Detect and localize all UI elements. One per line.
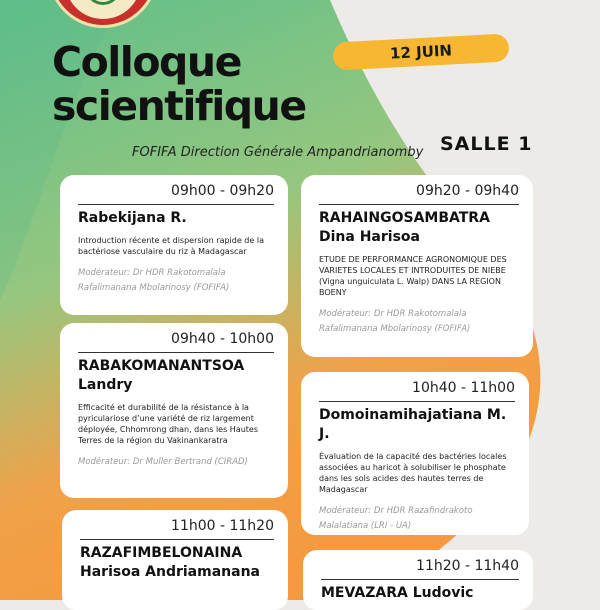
title-line-1: Colloque <box>52 38 241 86</box>
session-description: Évaluation de la capacité des bactéries locales associées au haricot à solubiliser le phosphate dans les sols acides des hautes terres de Madagascar <box>319 452 507 494</box>
session-card <box>60 175 288 315</box>
moderator-line-1: Modérateur: Dr Muller Bertrand (CIRAD) <box>78 457 248 467</box>
room-label: SALLE 1 <box>440 133 533 155</box>
speaker-line-1: RAHAINGOSAMBATRA <box>319 210 490 226</box>
moderator-line-1: Modérateur: Dr HDR Razafindrakoto <box>319 506 473 516</box>
moderator-line-1: Modérateur: Dr HDR Rakotomalala <box>319 309 467 319</box>
moderator-line-2: Rafalimanana Mbolarinosy (FOFIFA) <box>78 283 230 293</box>
session-speaker <box>80 544 274 582</box>
session-card <box>301 372 529 535</box>
session-speaker <box>78 209 274 228</box>
session-speaker <box>321 584 519 603</box>
event-date: 12 JUIN <box>389 41 453 63</box>
session-card <box>60 323 288 498</box>
session-card <box>301 175 533 357</box>
speaker-line-1: RAZAFIMBELONAINA <box>80 545 243 561</box>
session-speaker <box>319 406 515 444</box>
speaker-line-2: Harisoa Andriamanana <box>80 564 260 580</box>
session-time: 09h00 - 09h20 <box>78 183 274 205</box>
speaker-line-1: Domoinamihajatiana M. J. <box>319 407 507 442</box>
session-description: ETUDE DE PERFORMANCE AGRONOMIQUE DES VARIETES LOCALES ET INTRODUITES DE NIEBE (Vigna unguiculata L. Walp) DANS LA REGION BOENY <box>319 255 507 297</box>
session-speaker <box>78 357 274 395</box>
session-time: 09h40 - 10h00 <box>78 331 274 353</box>
session-time: 09h20 - 09h40 <box>319 183 519 205</box>
speaker-line-1: MEVAZARA Ludovic <box>321 585 474 601</box>
speaker-line-2: Dina Harisoa <box>319 229 420 245</box>
session-moderator <box>78 266 274 296</box>
session-time: 11h20 - 11h40 <box>321 558 519 580</box>
event-title <box>52 40 306 128</box>
session-moderator <box>319 307 519 337</box>
speaker-line-2: Landry <box>78 377 133 393</box>
moderator-line-2: Malalatiana (LRI - UA) <box>319 521 412 531</box>
session-time: 10h40 - 11h00 <box>319 380 515 402</box>
session-speaker <box>319 209 519 247</box>
session-time: 11h00 - 11h20 <box>80 518 274 540</box>
session-description: Introduction récente et dispersion rapide de la bactériose vasculaire du riz à Madagascar <box>78 236 264 256</box>
session-card <box>62 510 288 610</box>
title-line-2: scientifique <box>52 82 306 130</box>
session-card <box>303 550 533 610</box>
session-description: Efficacité et durabilité de la résistance à la pyriculariose d’une variété de riz largement déployée, Chhomrong dhan, dans les Hautes Terres de la région du Vakinankaratra <box>78 403 259 445</box>
moderator-line-2: Rafalimanana Mbolarinosy (FOFIFA) <box>319 324 471 334</box>
organizer-label: FOFIFA Direction Générale Ampandrianomby <box>132 145 424 160</box>
session-moderator <box>319 504 515 534</box>
speaker-line-1: RABAKOMANANTSOA <box>78 358 245 374</box>
speaker-line-1: Rabekijana R. <box>78 210 187 226</box>
moderator-line-1: Modérateur: Dr HDR Rakotomalala <box>78 268 226 278</box>
session-moderator <box>78 455 274 470</box>
